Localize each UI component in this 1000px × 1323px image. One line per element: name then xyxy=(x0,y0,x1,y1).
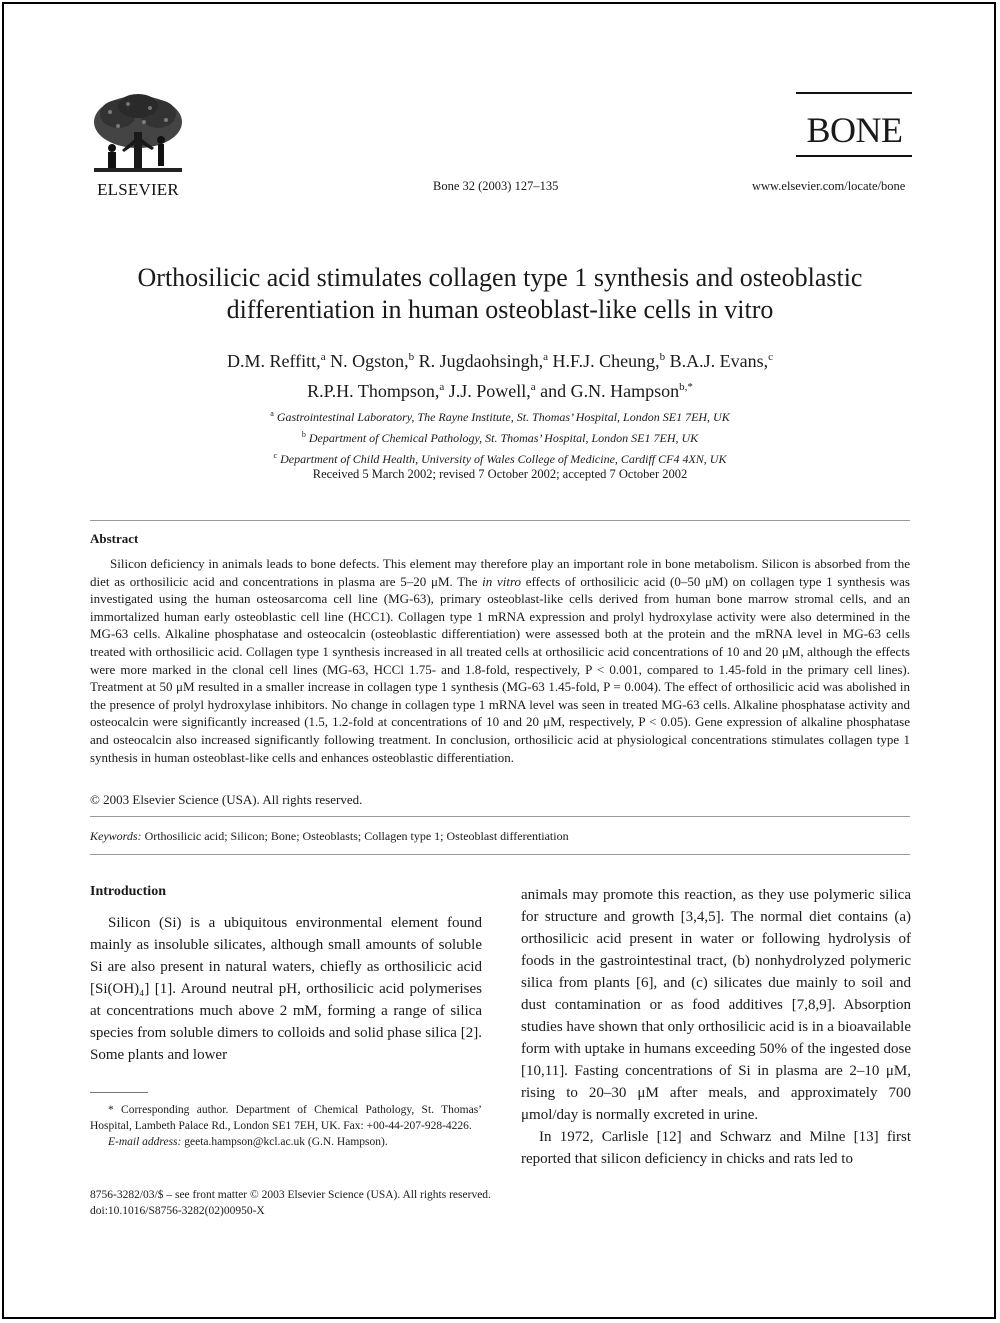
author-line-1 xyxy=(90,344,910,374)
affiliation-mark: c xyxy=(273,451,278,460)
affiliation-text: Department of Child Health, University of Wales College of Medicine, Cardiff CF4 4XN, UK xyxy=(280,452,727,466)
affiliation-text: Department of Chemical Pathology, St. Thomas’ Hospital, London SE1 7EH, UK xyxy=(308,431,699,445)
author: D.M. Reffitt, xyxy=(227,351,321,371)
abstract-italic: in vitro xyxy=(482,573,522,589)
author: N. Ogston, xyxy=(330,351,409,371)
author: H.F.J. Cheung, xyxy=(552,351,660,371)
footnote-email xyxy=(90,1134,482,1150)
body-paragraph: animals may promote this reaction, as they use polymeric silica for structure and growth [3,4,5]. The normal diet contains (a) orthosilicic acid present in water or following hydrolysis of foods in the gastrointestinal tract, (b) nonhydrolyzed polymeric silica from plants [6], and (c) silicates due mainly to soil and dust contamination or as food additives [7,8,9]. Absorption studies have shown that only orthosilicic acid is in a bioavailable form with uptake in humans exceeding 50% of the ingested dose [10,11]. Fasting concentrations of Si in plasma are 2–10 μM, rising to 20–30 μM after meals, and approximately 700 μmol/day is normally excreted in urine. xyxy=(521,887,911,1123)
divider-bottom xyxy=(90,854,910,855)
email-value[interactable]: geeta.hampson@kcl.ac.uk (G.N. Hampson). xyxy=(181,1136,388,1148)
footer-issn: 8756-3282/03/$ – see front matter © 2003 Elsevier Science (USA). All rights reserved. xyxy=(90,1189,491,1201)
affiliation-list xyxy=(90,405,910,468)
author-affil-mark: b xyxy=(659,351,666,363)
title-line-1: Orthosilicic acid stimulates collagen type 1 synthesis and osteoblastic xyxy=(137,263,863,292)
abstract-part: effects of orthosilicic acid (0–50 μM) on collagen type 1 synthesis was investigated using the human osteosarcoma cell line (MG-63), primary osteoblast-like cells derived from human bone marrow stromal cells, and an immortalized human early osteoblastic cell line (HCC1). Collagen type 1 mRNA expression and prolyl hydroxylase activity were also determined in the MG-63 cells. Alkaline phosphatase and osteocalcin (osteoblastic differentiation) were assessed both at the protein and the mRNA level in MG-63 cells treated with orthosilicic acid. Collagen type 1 synthesis increased in all treated cells at orthosilicic acid concentrations of 10 and 20 μM, although the effects were more marked in the clonal cell lines (MG-63, HCCl 1.75- and 1.8-fold, respectively, P < 0.001, compared to 1.45-fold in the primary cell lines). Treatment at 50 μM resulted in a smaller increase in collagen type 1 synthesis (MG-63 1.45-fold, P = 0.004). The effect of orthosilicic acid was abolished in the presence of prolyl hydroxylase inhibitors. No change in collagen type 1 mRNA level was seen in treated MG-63 cells. Alkaline phosphatase activity and osteocalcin were significantly increased (1.5, 1.2-fold at concentrations of 10 and 20 μM, respectively, P < 0.05). Gene expression of alkaline phosphatase and osteocalcin also increased significantly following treatment. In conclusion, orthosilicic acid at physiological concentrations stimulates collagen type 1 synthesis in human osteoblast-like cells and enhances osteoblastic differentiation. xyxy=(90,573,910,765)
author-affil-mark: c xyxy=(768,351,773,363)
footnote-rule xyxy=(90,1092,148,1093)
abstract-text xyxy=(90,555,910,766)
footer-doi[interactable]: doi:10.1016/S8756-3282(02)00950-X xyxy=(90,1205,265,1217)
affiliation-mark: a xyxy=(270,409,274,418)
author: R. Jugdaohsingh, xyxy=(418,351,544,371)
tree-logo-icon xyxy=(88,92,188,178)
email-label: E-mail address: xyxy=(108,1136,182,1148)
journal-rule-bottom xyxy=(796,155,912,157)
author-affil-mark: b,* xyxy=(679,381,693,393)
author-affil-mark: a xyxy=(439,381,445,393)
author-list xyxy=(90,344,910,404)
footnote-text: * Corresponding author. Department of Chemical Pathology, St. Thomas’ Hospital, Lambeth Palace Rd., London SE1 7EH, UK. Fax: +00-44-207-928-4226. xyxy=(90,1104,482,1132)
affiliation xyxy=(90,426,910,447)
keywords-label: Keywords: xyxy=(90,829,142,843)
author-affil-mark: b xyxy=(408,351,415,363)
keywords xyxy=(90,829,569,844)
body-paragraph: In 1972, Carlisle [12] and Schwarz and Milne [13] first reported that silicon deficiency in chicks and rats led to xyxy=(521,1129,911,1167)
affiliation-text: Gastrointestinal Laboratory, The Rayne Institute, St. Thomas’ Hospital, London SE1 7EH, UK xyxy=(276,410,730,424)
author: R.P.H. Thompson, xyxy=(307,381,440,401)
section-heading-introduction: Introduction xyxy=(90,884,166,899)
corresponding-author-footnote xyxy=(90,1102,482,1150)
author-affil-mark: a xyxy=(320,351,326,363)
abstract-part: Silicon deficiency in animals leads to bone defects. This element may therefore play an important role in bone metabolism. Silicon is absorbed from the diet as orthosilicic acid and concentrations in plasma are 5–20 μM. The xyxy=(90,556,910,589)
author-affil-mark: a xyxy=(543,351,548,363)
article-title xyxy=(90,262,910,326)
author: J.J. Powell, xyxy=(448,381,531,401)
body-paragraph: Silicon (Si) is a ubiquitous environmental element found mainly as insoluble silicates, although small amounts of soluble Si are also present in natural waters, chiefly as orthosilicic acid [Si(OH)₄] [1]. Around neutral pH, orthosilicic acid polymerises at concentrations much above 2 mM, forming a range of silica species from soluble dimers to colloids and solid phase silica [2]. Some plants and lower xyxy=(90,915,482,1063)
affiliation xyxy=(90,405,910,426)
publisher-name: ELSEVIER xyxy=(97,180,179,199)
body-column-right xyxy=(521,884,911,1170)
title-line-2: differentiation in human osteoblast-like cells in vitro xyxy=(226,295,774,324)
body-column-left xyxy=(90,884,482,1066)
affiliation xyxy=(90,447,910,468)
affiliation-mark: b xyxy=(301,430,306,439)
journal-name: BONE xyxy=(806,110,903,150)
page-footer xyxy=(90,1187,491,1219)
journal-url[interactable]: www.elsevier.com/locate/bone xyxy=(752,179,906,193)
abstract-heading: Abstract xyxy=(90,531,139,546)
divider-top xyxy=(90,520,910,521)
journal-citation: Bone 32 (2003) 127–135 xyxy=(433,179,559,193)
keywords-text: Orthosilicic acid; Silicon; Bone; Osteoblasts; Collagen type 1; Osteoblast differentiation xyxy=(141,829,569,843)
author: and G.N. Hampson xyxy=(540,381,680,401)
journal-rule-top xyxy=(796,92,912,94)
received-dates: Received 5 March 2002; revised 7 October 2002; accepted 7 October 2002 xyxy=(312,467,688,481)
author-affil-mark: a xyxy=(530,381,536,393)
author-line-2 xyxy=(90,374,910,404)
elsevier-logo xyxy=(88,92,188,204)
divider-mid xyxy=(90,816,910,817)
abstract-copyright: © 2003 Elsevier Science (USA). All rights reserved. xyxy=(90,792,363,807)
author: B.A.J. Evans, xyxy=(669,351,769,371)
